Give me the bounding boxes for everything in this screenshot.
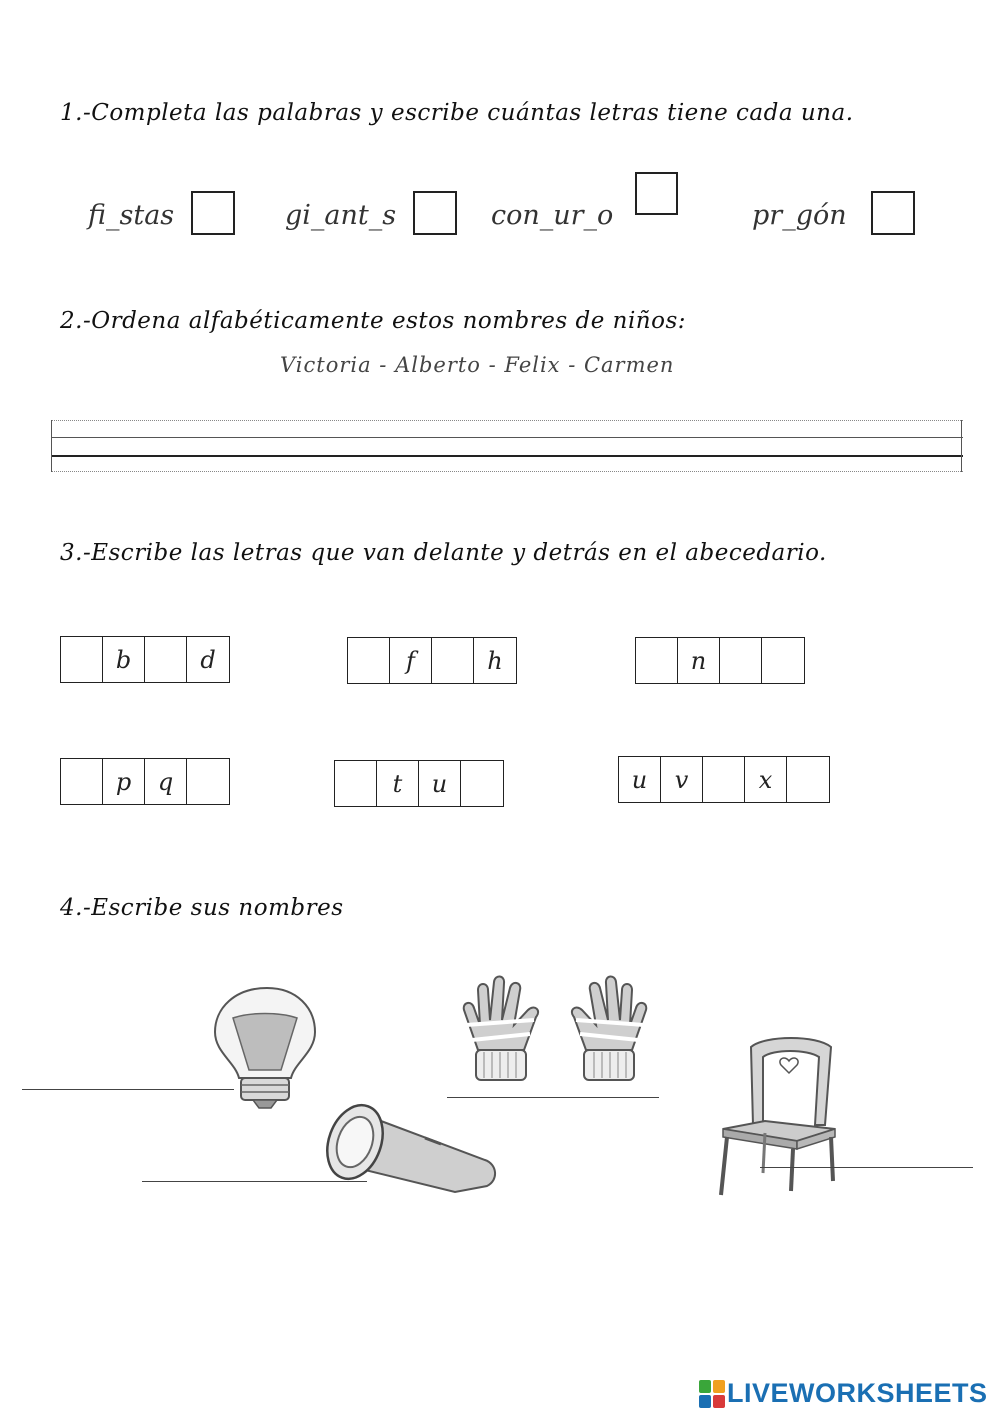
letter-grid-4 (60, 758, 230, 805)
letter-grid-3 (635, 637, 805, 684)
letter-count-input-1[interactable] (191, 191, 235, 235)
letter-cell[interactable] (61, 637, 103, 682)
gloves-icon (450, 970, 660, 1085)
letter-cell[interactable] (461, 761, 503, 806)
letter-cell[interactable] (636, 638, 678, 683)
section-3-heading: 3.-Escribe las letras que van delante y detrás en el abecedario. (60, 540, 827, 566)
letter-cell: p (103, 759, 145, 804)
letter-cell[interactable] (187, 759, 229, 804)
word-1: fi_stas (88, 200, 175, 231)
logo-mark-icon (699, 1380, 725, 1408)
letter-cell[interactable] (787, 757, 829, 802)
answer-line-chair[interactable] (760, 1167, 973, 1168)
section-2-heading: 2.-Ordena alfabéticamente estos nombres de niños: (60, 308, 687, 334)
letter-grid-2 (347, 637, 517, 684)
letter-cell: u (619, 757, 661, 802)
letter-cell: q (145, 759, 187, 804)
word-2: gi_ant_s (285, 200, 397, 231)
writing-line-mid (51, 437, 963, 438)
letter-cell: n (678, 638, 720, 683)
section-1-heading: 1.-Completa las palabras y escribe cuántas letras tiene cada una. (60, 100, 854, 126)
letter-cell: t (377, 761, 419, 806)
answer-line-flashlight[interactable] (142, 1181, 367, 1182)
letter-count-input-2[interactable] (413, 191, 457, 235)
liveworksheets-logo (699, 1378, 988, 1409)
chair-icon (715, 1033, 845, 1198)
writing-border-right (961, 420, 962, 472)
letter-cell[interactable] (61, 759, 103, 804)
logo-text: LIVEWORKSHEETS (727, 1378, 988, 1408)
letter-cell[interactable] (703, 757, 745, 802)
letter-cell: h (487, 646, 503, 675)
names-list: Victoria - Alberto - Felix - Carmen (280, 353, 675, 377)
writing-area[interactable] (51, 420, 963, 472)
letter-grid-6 (618, 756, 830, 803)
letter-cell[interactable] (432, 638, 474, 683)
letter-cell[interactable] (145, 637, 187, 682)
letter-count-input-3[interactable] (635, 172, 678, 215)
letter-cell[interactable] (720, 638, 762, 683)
letter-grid-1 (60, 636, 230, 683)
answer-line-bulb[interactable] (22, 1089, 234, 1090)
word-4: pr_gón (752, 200, 847, 231)
letter-grid-5 (334, 760, 504, 807)
letter-cell: x (745, 757, 787, 802)
writing-line-top (51, 420, 963, 421)
writing-line-bottom (51, 471, 963, 472)
letter-cell: v (661, 757, 703, 802)
letter-cell: u (419, 761, 461, 806)
letter-cell[interactable] (762, 638, 804, 683)
word-3: con_ur_o (491, 200, 614, 231)
lightbulb-icon (205, 980, 335, 1110)
letter-cell[interactable] (335, 761, 377, 806)
letter-cell: b (103, 637, 145, 682)
section-4-heading: 4.-Escribe sus nombres (60, 895, 344, 921)
letter-cell: d (200, 645, 216, 674)
writing-line-base (51, 455, 963, 457)
flashlight-icon (315, 1098, 505, 1198)
writing-border-left (51, 420, 52, 472)
letter-cell: f (390, 638, 432, 683)
letter-count-input-4[interactable] (871, 191, 915, 235)
letter-cell[interactable] (348, 638, 390, 683)
